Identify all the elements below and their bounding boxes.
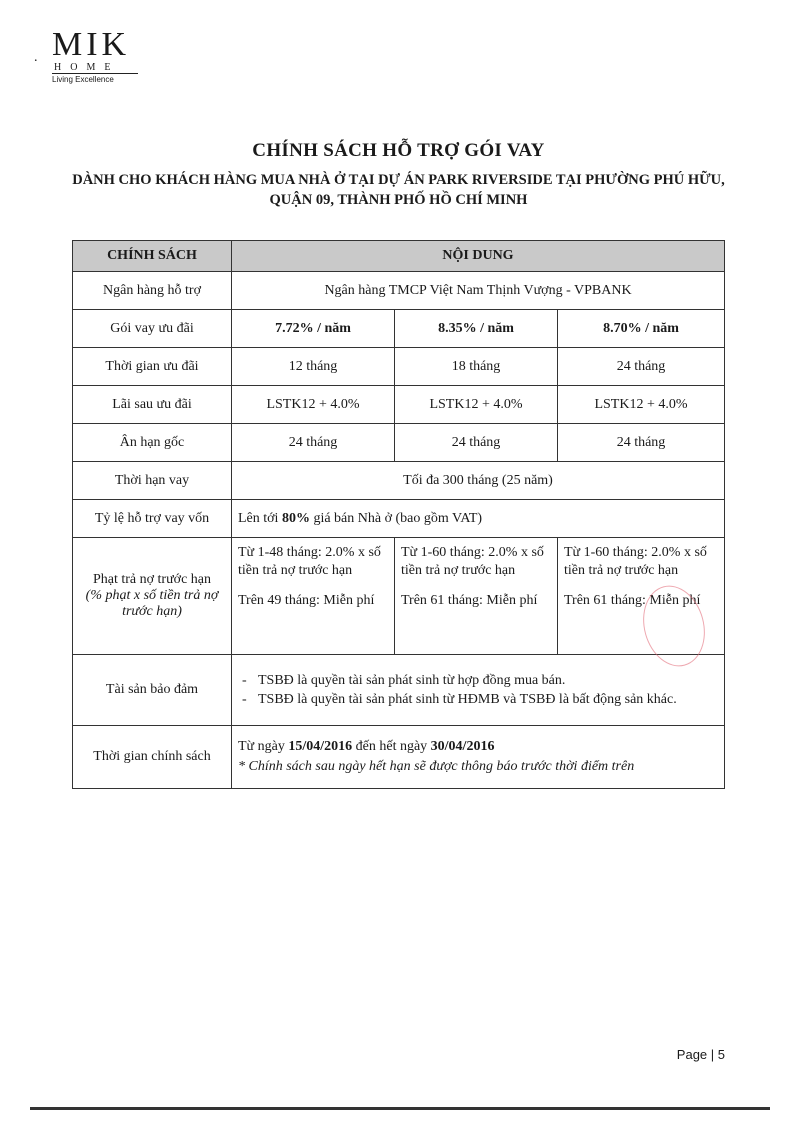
logo-brand: MIK	[52, 26, 131, 63]
collateral-list-cell	[232, 655, 725, 726]
row-label: Tỷ lệ hỗ trợ vay vốn	[73, 500, 232, 538]
row-label: Thời hạn vay	[73, 462, 232, 500]
company-logo: . MIK HOME Living Excellence	[52, 28, 152, 84]
penalty-cell	[232, 538, 395, 655]
penalty-first: Từ 1-60 tháng: 2.0% x số tiền trả nợ trước hạn	[564, 545, 707, 578]
penalty-first: Từ 1-60 tháng: 2.0% x số tiền trả nợ trước hạn	[401, 545, 544, 578]
table-row	[73, 726, 725, 789]
policy-time-cell	[232, 726, 725, 789]
penalty-second: Trên 49 tháng: Miễn phí	[238, 593, 375, 608]
penalty-note: (% phạt x số tiền trả nợ trước hạn)	[85, 588, 219, 619]
row-label: Thời gian ưu đãi	[73, 348, 232, 386]
period-cell: 12 tháng	[232, 348, 395, 386]
table-row	[73, 348, 725, 386]
table-header-row	[73, 241, 725, 272]
document-subtitle: DÀNH CHO KHÁCH HÀNG MUA NHÀ Ở TẠI DỰ ÁN PARK RIVERSIDE TẠI PHƯỜNG PHÚ HỮU, QUẬN 09, THÀNH PHỐ HỒ CHÍ MINH	[72, 172, 725, 208]
row-label	[73, 538, 232, 655]
bank-value: Ngân hàng TMCP Việt Nam Thịnh Vượng - VPBANK	[232, 272, 725, 310]
policy-start-date: 15/04/2016	[288, 739, 353, 754]
row-label: Lãi sau ưu đãi	[73, 386, 232, 424]
list-item: - TSBĐ là quyền tài sản phát sinh từ HĐMB và TSBĐ là bất động sản khác.	[258, 690, 718, 709]
ratio-suffix: giá bán Nhà ở (bao gồm VAT)	[309, 510, 483, 526]
policy-end-date: 30/04/2016	[430, 739, 495, 754]
table-row	[73, 272, 725, 310]
after-rate-cell: LSTK12 + 4.0%	[232, 386, 395, 424]
penalty-second: Trên 61 tháng: Miễn phí	[564, 593, 701, 608]
penalty-second: Trên 61 tháng: Miễn phí	[401, 593, 538, 608]
row-label: Ân hạn gốc	[73, 424, 232, 462]
grace-cell: 24 tháng	[395, 424, 558, 462]
footer-divider	[30, 1107, 770, 1110]
ratio-percent: 80%	[281, 510, 310, 526]
table-row	[73, 655, 725, 726]
document-title: CHÍNH SÁCH HỖ TRỢ GÓI VAY	[252, 140, 545, 161]
penalty-cell	[395, 538, 558, 655]
table-row	[73, 462, 725, 500]
policy-note: * Chính sách sau ngày hết hạn sẽ được thông báo trước thời điểm trên	[238, 759, 635, 774]
list-item: - TSBĐ là quyền tài sản phát sinh từ hợp đồng mua bán.	[258, 671, 718, 690]
penalty-label: Phạt trả nợ trước hạn	[92, 572, 212, 587]
package-cell: 8.70% / năm	[558, 310, 725, 348]
table-row	[73, 310, 725, 348]
row-label: Tài sản bảo đảm	[73, 655, 232, 726]
table-row	[73, 538, 725, 655]
logo-tagline: Living Excellence	[52, 73, 138, 84]
table-row	[73, 424, 725, 462]
package-cell: 8.35% / năm	[395, 310, 558, 348]
row-label: Ngân hàng hỗ trợ	[73, 272, 232, 310]
period-cell: 24 tháng	[558, 348, 725, 386]
grace-cell: 24 tháng	[558, 424, 725, 462]
row-label: Thời gian chính sách	[73, 726, 232, 789]
header-policy: CHÍNH SÁCH	[73, 241, 232, 272]
policy-dates: Từ ngày 15/04/2016 đến hết ngày 30/04/2016	[238, 739, 495, 754]
table-row	[73, 386, 725, 424]
header-content: NỘI DUNG	[232, 241, 725, 272]
loan-policy-table	[72, 240, 725, 789]
term-value: Tối đa 300 tháng (25 năm)	[232, 462, 725, 500]
table-row	[73, 500, 725, 538]
grace-cell: 24 tháng	[232, 424, 395, 462]
page-number: Page | 5	[676, 1047, 725, 1062]
collateral-list	[238, 671, 718, 709]
penalty-first: Từ 1-48 tháng: 2.0% x số tiền trả nợ trước hạn	[238, 545, 381, 578]
period-cell: 18 tháng	[395, 348, 558, 386]
row-label: Gói vay ưu đãi	[73, 310, 232, 348]
ratio-prefix: Lên tới	[238, 510, 282, 526]
package-cell: 7.72% / năm	[232, 310, 395, 348]
after-rate-cell: LSTK12 + 4.0%	[395, 386, 558, 424]
after-rate-cell: LSTK12 + 4.0%	[558, 386, 725, 424]
logo-sub: HOME	[54, 62, 120, 73]
ratio-value	[232, 500, 725, 538]
